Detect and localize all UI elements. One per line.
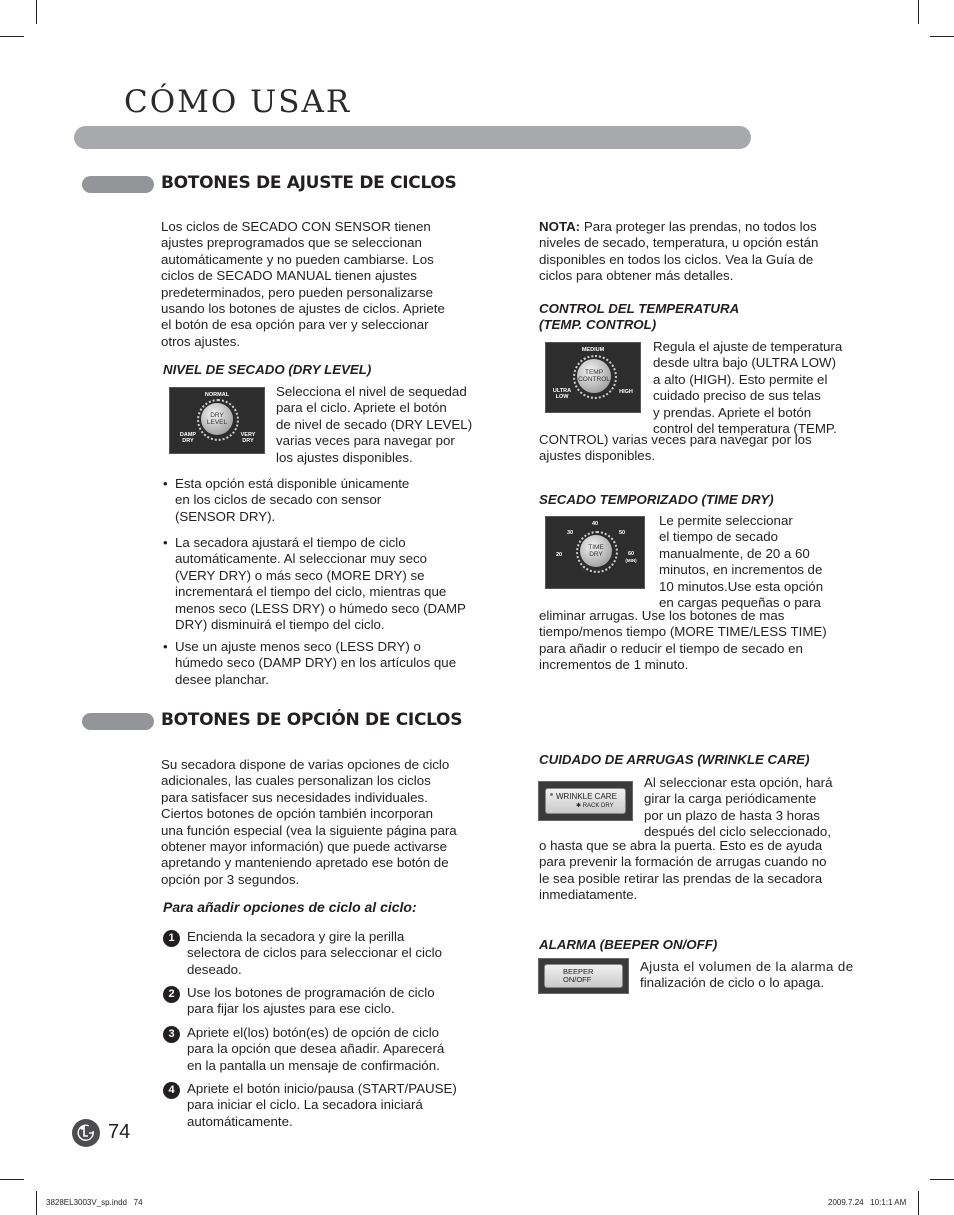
- crop-mark: [918, 0, 919, 24]
- beeper-text: Ajusta el volumen de la alarma de finalización de ciclo o lo apaga.: [640, 959, 854, 991]
- page-title: CÓMO USAR: [124, 84, 352, 120]
- beeper-title: ALARMA (BEEPER ON/OFF): [539, 937, 718, 952]
- nota-text: NOTA: Para proteger las prendas, no todos los niveles de secado, temperatura, u opción están disponibles en todos los ciclos. Vea la Guía de ciclos para obtener más detalles.: [539, 219, 819, 284]
- wrinkle-care-text: o hasta que se abra la puerta. Esto es de ayuda para prevenir la formación de arrugas cuando no le sea posible retirar las prendas de la secadora inmediatamente.: [539, 838, 827, 903]
- temp-control-side-text: Regula el ajuste de temperatura desde ultra bajo (ULTRA LOW) a alto (HIGH). Esto permite el cuidado preciso de sus telas y prendas. Apriete el botón control del temperatura (TEMP.: [653, 339, 843, 437]
- crop-mark: [930, 36, 954, 37]
- step-number: 4: [163, 1082, 180, 1099]
- temp-control-text: CONTROL) varias veces para navegar por los ajustes disponibles.: [539, 432, 812, 464]
- crop-mark: [0, 36, 24, 37]
- dry-level-title: NIVEL DE SECADO (DRY LEVEL): [163, 362, 372, 377]
- led-indicator: [550, 793, 553, 796]
- ajuste-intro: Los ciclos de SECADO CON SENSOR tienen ajustes preprogramados que se seleccionan automáticamente y no pueden cambiarse. Los ciclos de SECADO MANUAL tienen ajustes predeterminados, pero pueden personalizarse usando los botones de ajustes de ciclos. Apriete el botón de esa opción para ver y seleccionar otros ajustes.: [161, 219, 445, 349]
- crop-mark: [36, 1191, 37, 1215]
- wrinkle-care-title: CUIDADO DE ARRUGAS (WRINKLE CARE): [539, 752, 810, 767]
- crop-mark: [36, 0, 37, 24]
- wrinkle-care-side-text: Al seleccionar esta opción, hará girar la carga periódicamente por un plazo de hasta 3 horas después del ciclo seleccionado,: [644, 775, 833, 840]
- footer-file: 3828EL3003V_sp.indd 74: [46, 1198, 143, 1207]
- beeper-button: BEEPER ON/OFF: [544, 964, 623, 988]
- step-number: 1: [163, 930, 180, 947]
- opcion-intro: Su secadora dispone de varias opciones de ciclo adicionales, las cuales personalizan los ciclos para satisfacer sus necesidades individuales. Ciertos botones de opción también incorporan una función especial (vea la siguiente página para obtener mayor información) que puede activarse apretando y manteniendo apretado ese botón de opción por 3 segundos.: [161, 757, 457, 887]
- lg-logo: [72, 1119, 100, 1147]
- list-item: • Esta opción está disponible únicamente en los ciclos de secado con sensor (SENSOR DRY).: [163, 476, 410, 524]
- section-heading-ajuste: BOTONES DE AJUSTE DE CICLOS: [161, 173, 457, 193]
- step-number: 2: [163, 986, 180, 1003]
- wrinkle-care-button: WRINKLE CARE ✱ RACK DRY: [545, 788, 626, 814]
- step-text: Apriete el(los) botón(es) de opción de ciclo para la opción que desea añadir. Aparecerá en la pantalla un mensaje de confirmación.: [187, 1025, 445, 1073]
- temp-control-title: CONTROL DEL TEMPERATURA (TEMP. CONTROL): [539, 301, 740, 332]
- dry-level-text: Selecciona el nivel de sequedad para el ciclo. Apriete el botón de nivel de secado (DRY LEVEL) varias veces para navegar por los ajustes disponibles.: [276, 384, 473, 465]
- time-dry-title: SECADO TEMPORIZADO (TIME DRY): [539, 492, 774, 507]
- page-number: 74: [108, 1121, 131, 1143]
- temp-control-knob: TEMP CONTROL: [577, 359, 611, 393]
- crop-mark: [0, 1179, 24, 1180]
- time-dry-side-text: Le permite seleccionar el tiempo de secado manualmente, de 20 a 60 minutos, en incrementos de 10 minutos.Use esta opción en cargas pequeñas o para: [659, 513, 824, 611]
- beeper-panel: [538, 958, 629, 994]
- dry-level-knob: DRY LEVEL: [201, 403, 233, 435]
- step-text: Apriete el botón inicio/pausa (START/PAUSE) para iniciar el ciclo. La secadora iniciará automáticamente.: [187, 1081, 457, 1129]
- temp-control-panel: TEMP CONTROL MEDIUM ULTRA LOW HIGH: [545, 342, 641, 413]
- section-heading-opcion: BOTONES DE OPCIÓN DE CICLOS: [161, 710, 463, 730]
- crop-mark: [918, 1191, 919, 1215]
- crop-mark: [930, 1179, 954, 1180]
- time-dry-knob: TIME DRY: [580, 535, 612, 567]
- step-number: 3: [163, 1026, 180, 1043]
- list-item: • La secadora ajustará el tiempo de ciclo automáticamente. Al seleccionar muy seco (VERY DRY) o más seco (MORE DRY) se incrementará el tiempo del ciclo, mientras que menos seco (LESS DRY) o húmedo seco (DAMP DRY) disminuirá el tiempo del ciclo.: [163, 535, 466, 633]
- section-marker: [82, 713, 154, 730]
- step-text: Encienda la secadora y gire la perilla selectora de ciclos para seleccionar el ciclo deseado.: [187, 929, 442, 977]
- section-marker: [82, 176, 154, 193]
- wrinkle-care-panel: [538, 781, 633, 821]
- step-text: Use los botones de programación de ciclo para fijar los ajustes para ese ciclo.: [187, 985, 435, 1017]
- dry-level-panel: DRY LEVEL NORMAL DAMP DRY VERY DRY: [169, 387, 265, 454]
- title-bar: [74, 126, 751, 149]
- list-item: • Use un ajuste menos seco (LESS DRY) o húmedo seco (DAMP DRY) en los artículos que desee planchar.: [163, 639, 457, 687]
- add-options-title: Para añadir opciones de ciclo al ciclo:: [163, 899, 417, 915]
- time-dry-panel: TIME DRY 40 30 50 20 60 (MIN): [545, 516, 645, 589]
- time-dry-text: eliminar arrugas. Use los botones de mas tiempo/menos tiempo (MORE TIME/LESS TIME) para añadir o reducir el tiempo de secado en incrementos de 1 minuto.: [539, 608, 827, 673]
- lg-logo-icon: [72, 1119, 100, 1147]
- footer-timestamp: 2009.7.24 10:1:1 AM: [828, 1198, 907, 1207]
